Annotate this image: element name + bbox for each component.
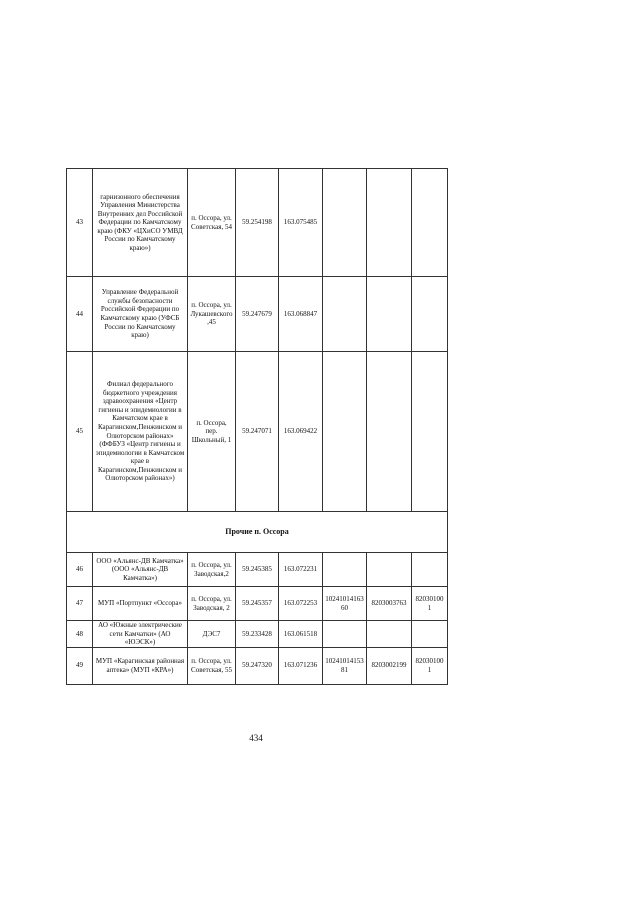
latitude-cell: 59.247679 [236, 277, 279, 352]
kpp-cell [412, 352, 448, 512]
table-row [67, 352, 448, 512]
longitude-cell: 163.068847 [279, 277, 323, 352]
inn-cell: 8203002199 [367, 647, 412, 684]
ogrn-cell [323, 169, 367, 277]
table-body-other-entities [67, 553, 448, 685]
row-number-cell: 48 [67, 621, 93, 648]
ogrn-cell [323, 277, 367, 352]
latitude-cell: 59.233428 [236, 621, 279, 648]
longitude-cell: 163.075485 [279, 169, 323, 277]
kpp-cell: 820301001 [412, 647, 448, 684]
organization-name-cell: ООО «Альянс-ДВ Камчатка» (ООО «Альянс-ДВ Камчатка») [93, 553, 188, 587]
address-cell: п. Оссора, ул. Советская, 54 [188, 169, 236, 277]
row-number-cell: 43 [67, 169, 93, 277]
page-number: 434 [249, 733, 263, 743]
latitude-cell: 59.247071 [236, 352, 279, 512]
ogrn-cell: 1024101416360 [323, 587, 367, 621]
section-row [67, 512, 448, 553]
longitude-cell: 163.069422 [279, 352, 323, 512]
row-number-cell: 46 [67, 553, 93, 587]
organization-name-cell: Управление Федеральной службы безопасности Российской Федерации по Камчатскому краю (УФСБ России по Камчатскому краю) [93, 277, 188, 352]
address-cell: п. Оссора, ул. Советская, 55 [188, 647, 236, 684]
kpp-cell: 820301001 [412, 587, 448, 621]
inn-cell: 8203003763 [367, 587, 412, 621]
ogrn-cell [323, 553, 367, 587]
table-row [67, 169, 448, 277]
row-number-cell: 47 [67, 587, 93, 621]
table-row [67, 621, 448, 648]
latitude-cell: 59.245357 [236, 587, 279, 621]
latitude-cell: 59.254198 [236, 169, 279, 277]
inn-cell [367, 277, 412, 352]
ogrn-cell: 1024101415381 [323, 647, 367, 684]
address-cell: п. Оссора, ул. Лукашевского,45 [188, 277, 236, 352]
section-title: Прочие п. Оссора [67, 512, 448, 553]
kpp-cell [412, 277, 448, 352]
address-cell: п. Оссора, ул. Заводская,2 [188, 553, 236, 587]
kpp-cell [412, 169, 448, 277]
registry-table [66, 168, 448, 685]
kpp-cell [412, 553, 448, 587]
inn-cell [367, 621, 412, 648]
inn-cell [367, 169, 412, 277]
latitude-cell: 59.245385 [236, 553, 279, 587]
address-cell: ДЭС7 [188, 621, 236, 648]
longitude-cell: 163.061518 [279, 621, 323, 648]
row-number-cell: 44 [67, 277, 93, 352]
organization-name-cell: МУП «Карагинская районная аптека» (МУП «КРА») [93, 647, 188, 684]
organization-name-cell: АО «Южные электрические сети Камчатки» (АО «ЮЭСК») [93, 621, 188, 648]
organization-name-cell: гарнизонного обеспечения Управления Министерства Внутренних дел Российской Федерации по Камчатскому краю (ФКУ «ЦХиСО УМВД России по Камчатскому краю») [93, 169, 188, 277]
table-body-entities [67, 169, 448, 512]
organization-name-cell: Филиал федерального бюджетного учреждения здравоохранения «Центр гигиены и эпидемиологии в Камчатском крае в Карагинском,Пенжинском и Олюторском районах» (ФФБУЗ «Центр гигиены и эпидемиологии в Камчатском крае в Карагинском,Пенжинском и Олюторском районах») [93, 352, 188, 512]
row-number-cell: 49 [67, 647, 93, 684]
latitude-cell: 59.247320 [236, 647, 279, 684]
table-row [67, 553, 448, 587]
longitude-cell: 163.072231 [279, 553, 323, 587]
table-row [67, 277, 448, 352]
table-row [67, 647, 448, 684]
row-number-cell: 45 [67, 352, 93, 512]
ogrn-cell [323, 352, 367, 512]
longitude-cell: 163.072253 [279, 587, 323, 621]
table-body-section [67, 512, 448, 553]
kpp-cell [412, 621, 448, 648]
table-row [67, 587, 448, 621]
organization-name-cell: МУП «Портпункт «Оссора» [93, 587, 188, 621]
longitude-cell: 163.071236 [279, 647, 323, 684]
address-cell: п. Оссора, пер. Школьный, 1 [188, 352, 236, 512]
ogrn-cell [323, 621, 367, 648]
address-cell: п. Оссора, ул. Заводская, 2 [188, 587, 236, 621]
inn-cell [367, 352, 412, 512]
inn-cell [367, 553, 412, 587]
